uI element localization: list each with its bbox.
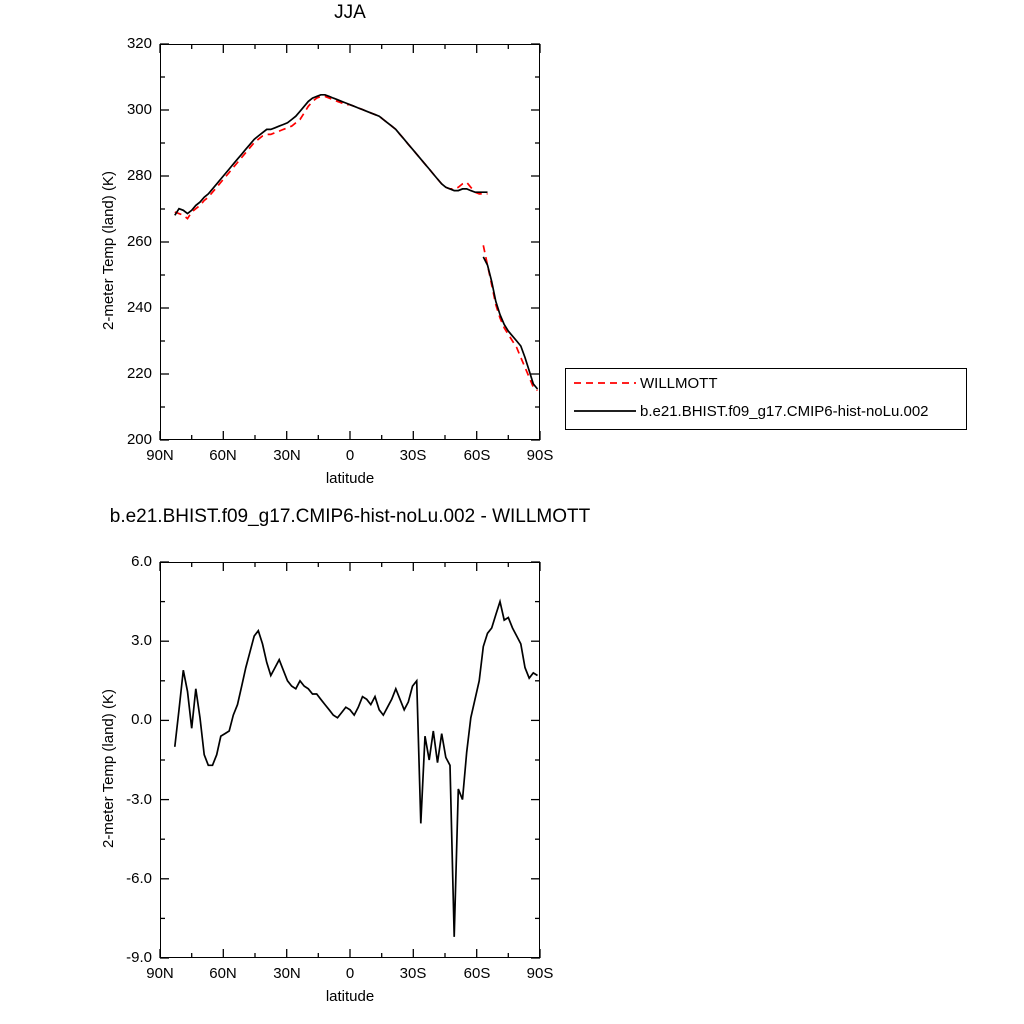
- legend-label-model: b.e21.BHIST.f09_g17.CMIP6-hist-noLu.002: [640, 402, 929, 420]
- top-xtick-60N: 60N: [209, 447, 237, 464]
- top-xtick-90S: 90S: [526, 447, 554, 464]
- bottom-ytick-6: 6.0: [131, 553, 152, 570]
- top-ytick-260: 260: [126, 233, 152, 250]
- bottom-ytick-0: 0.0: [131, 711, 152, 728]
- top-ytick-220: 220: [126, 365, 152, 382]
- top-ytick-320: 320: [126, 35, 152, 52]
- bottom-xtick-90N: 90N: [146, 965, 174, 982]
- bottom-xtick-60N: 60N: [209, 965, 237, 982]
- bottom-xtick-30N: 30N: [273, 965, 301, 982]
- bottom-xtick-90S: 90S: [526, 965, 554, 982]
- bottom-chart-xlabel: latitude: [325, 988, 375, 1005]
- legend-swatch-solid-black: [572, 404, 638, 418]
- top-xtick-90N: 90N: [146, 447, 174, 464]
- top-xtick-0: 0: [345, 447, 355, 464]
- top-xtick-30S: 30S: [399, 447, 427, 464]
- top-chart: [0, 0, 1024, 500]
- top-chart-ylabel: 2-meter Temp (land) (K): [100, 171, 117, 330]
- top-ytick-200: 200: [126, 431, 152, 448]
- legend-item-willmott: [566, 369, 966, 397]
- bottom-xtick-60S: 60S: [463, 965, 491, 982]
- legend: [565, 368, 967, 430]
- legend-swatch-dashed-red: [572, 376, 638, 390]
- bottom-ytick-neg6: -6.0: [126, 870, 152, 887]
- top-ytick-240: 240: [126, 299, 152, 316]
- bottom-xtick-0: 0: [345, 965, 355, 982]
- legend-label-willmott: WILLMOTT: [640, 374, 718, 392]
- top-chart-xlabel: latitude: [325, 470, 375, 487]
- bottom-plot-curves: [0, 500, 1024, 1024]
- bottom-ytick-3: 3.0: [131, 632, 152, 649]
- bottom-xtick-30S: 30S: [399, 965, 427, 982]
- top-xtick-60S: 60S: [463, 447, 491, 464]
- legend-item-model: [566, 397, 966, 425]
- bottom-chart: [0, 500, 1024, 1024]
- top-ytick-280: 280: [126, 167, 152, 184]
- top-chart-title: JJA: [334, 2, 366, 23]
- bottom-chart-ylabel: 2-meter Temp (land) (K): [100, 689, 117, 848]
- top-xtick-30N: 30N: [273, 447, 301, 464]
- bottom-chart-title: b.e21.BHIST.f09_g17.CMIP6-hist-noLu.002 - WILLMOTT: [109, 506, 591, 527]
- bottom-ytick-neg3: -3.0: [126, 791, 152, 808]
- bottom-ytick-neg9: -9.0: [126, 949, 152, 966]
- top-ytick-300: 300: [126, 101, 152, 118]
